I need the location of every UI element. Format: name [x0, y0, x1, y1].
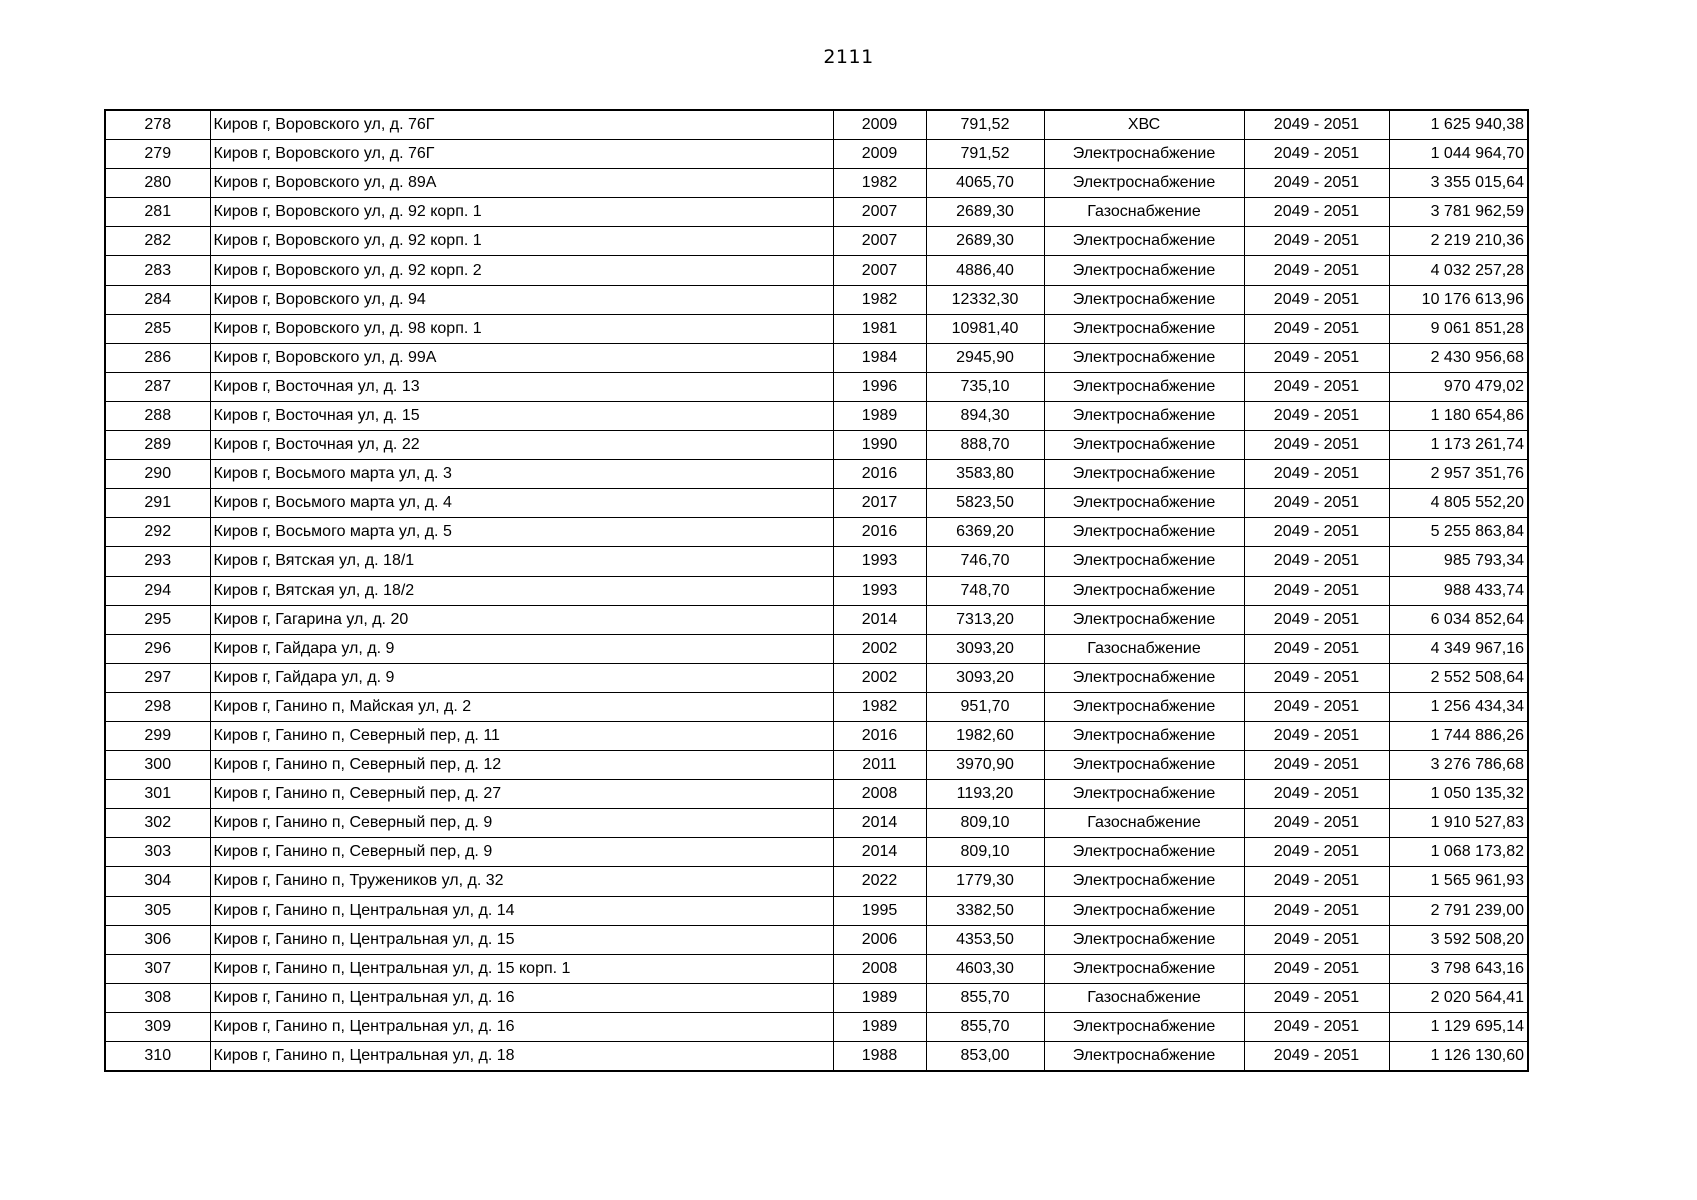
address-cell: Киров г, Воровского ул, д. 89А	[210, 169, 833, 198]
row-number-cell: 300	[105, 751, 210, 780]
work-type-cell: Электроснабжение	[1044, 227, 1244, 256]
period-cell: 2049 - 2051	[1244, 227, 1389, 256]
table-row	[105, 169, 1528, 198]
period-cell: 2049 - 2051	[1244, 140, 1389, 169]
row-number-cell: 279	[105, 140, 210, 169]
table-row	[105, 431, 1528, 460]
area-cell: 2945,90	[926, 343, 1044, 372]
address-cell: Киров г, Восточная ул, д. 15	[210, 401, 833, 430]
area-cell: 12332,30	[926, 285, 1044, 314]
work-type-cell: Электроснабжение	[1044, 954, 1244, 983]
row-number-cell: 294	[105, 576, 210, 605]
row-number-cell: 299	[105, 721, 210, 750]
table-row	[105, 605, 1528, 634]
address-cell: Киров г, Восточная ул, д. 13	[210, 372, 833, 401]
area-cell: 2689,30	[926, 198, 1044, 227]
area-cell: 4065,70	[926, 169, 1044, 198]
period-cell: 2049 - 2051	[1244, 256, 1389, 285]
cost-cell: 2 020 564,41	[1389, 983, 1528, 1012]
period-cell: 2049 - 2051	[1244, 896, 1389, 925]
address-cell: Киров г, Воровского ул, д. 76Г	[210, 110, 833, 140]
address-cell: Киров г, Ганино п, Северный пер, д. 12	[210, 751, 833, 780]
row-number-cell: 287	[105, 372, 210, 401]
work-type-cell: Электроснабжение	[1044, 489, 1244, 518]
year-cell: 2014	[833, 809, 926, 838]
address-cell: Киров г, Ганино п, Центральная ул, д. 16	[210, 983, 833, 1012]
address-cell: Киров г, Ганино п, Тружеников ул, д. 32	[210, 867, 833, 896]
cost-cell: 2 430 956,68	[1389, 343, 1528, 372]
row-number-cell: 295	[105, 605, 210, 634]
row-number-cell: 303	[105, 838, 210, 867]
work-type-cell: ХВС	[1044, 110, 1244, 140]
address-cell: Киров г, Воровского ул, д. 92 корп. 2	[210, 256, 833, 285]
year-cell: 2017	[833, 489, 926, 518]
area-cell: 4886,40	[926, 256, 1044, 285]
work-type-cell: Электроснабжение	[1044, 140, 1244, 169]
area-cell: 735,10	[926, 372, 1044, 401]
period-cell: 2049 - 2051	[1244, 809, 1389, 838]
cost-cell: 970 479,02	[1389, 372, 1528, 401]
area-cell: 855,70	[926, 983, 1044, 1012]
registry-table	[104, 109, 1529, 1072]
row-number-cell: 285	[105, 314, 210, 343]
page-number: 2111	[823, 46, 874, 68]
period-cell: 2049 - 2051	[1244, 751, 1389, 780]
cost-cell: 1 180 654,86	[1389, 401, 1528, 430]
address-cell: Киров г, Вятская ул, д. 18/1	[210, 547, 833, 576]
table-row	[105, 343, 1528, 372]
period-cell: 2049 - 2051	[1244, 780, 1389, 809]
work-type-cell: Электроснабжение	[1044, 780, 1244, 809]
row-number-cell: 293	[105, 547, 210, 576]
work-type-cell: Электроснабжение	[1044, 896, 1244, 925]
area-cell: 3093,20	[926, 663, 1044, 692]
address-cell: Киров г, Ганино п, Северный пер, д. 9	[210, 809, 833, 838]
year-cell: 2008	[833, 780, 926, 809]
table-row	[105, 227, 1528, 256]
table-row	[105, 110, 1528, 140]
area-cell: 2689,30	[926, 227, 1044, 256]
address-cell: Киров г, Ганино п, Северный пер, д. 27	[210, 780, 833, 809]
address-cell: Киров г, Гайдара ул, д. 9	[210, 634, 833, 663]
cost-cell: 9 061 851,28	[1389, 314, 1528, 343]
year-cell: 1989	[833, 1012, 926, 1041]
area-cell: 748,70	[926, 576, 1044, 605]
table-row	[105, 954, 1528, 983]
row-number-cell: 302	[105, 809, 210, 838]
cost-cell: 1 129 695,14	[1389, 1012, 1528, 1041]
period-cell: 2049 - 2051	[1244, 576, 1389, 605]
table-row	[105, 896, 1528, 925]
area-cell: 791,52	[926, 110, 1044, 140]
area-cell: 1193,20	[926, 780, 1044, 809]
area-cell: 6369,20	[926, 518, 1044, 547]
address-cell: Киров г, Гайдара ул, д. 9	[210, 663, 833, 692]
row-number-cell: 306	[105, 925, 210, 954]
cost-cell: 2 219 210,36	[1389, 227, 1528, 256]
work-type-cell: Электроснабжение	[1044, 663, 1244, 692]
table-row	[105, 1042, 1528, 1072]
work-type-cell: Электроснабжение	[1044, 751, 1244, 780]
year-cell: 2008	[833, 954, 926, 983]
area-cell: 4353,50	[926, 925, 1044, 954]
period-cell: 2049 - 2051	[1244, 663, 1389, 692]
row-number-cell: 309	[105, 1012, 210, 1041]
cost-cell: 5 255 863,84	[1389, 518, 1528, 547]
period-cell: 2049 - 2051	[1244, 983, 1389, 1012]
table-row	[105, 634, 1528, 663]
address-cell: Киров г, Воровского ул, д. 94	[210, 285, 833, 314]
address-cell: Киров г, Восточная ул, д. 22	[210, 431, 833, 460]
year-cell: 1990	[833, 431, 926, 460]
work-type-cell: Электроснабжение	[1044, 401, 1244, 430]
row-number-cell: 288	[105, 401, 210, 430]
cost-cell: 1 050 135,32	[1389, 780, 1528, 809]
year-cell: 1995	[833, 896, 926, 925]
address-cell: Киров г, Восьмого марта ул, д. 4	[210, 489, 833, 518]
period-cell: 2049 - 2051	[1244, 1042, 1389, 1072]
row-number-cell: 280	[105, 169, 210, 198]
table-row	[105, 285, 1528, 314]
year-cell: 1996	[833, 372, 926, 401]
work-type-cell: Электроснабжение	[1044, 605, 1244, 634]
address-cell: Киров г, Восьмого марта ул, д. 3	[210, 460, 833, 489]
cost-cell: 1 068 173,82	[1389, 838, 1528, 867]
area-cell: 3093,20	[926, 634, 1044, 663]
work-type-cell: Газоснабжение	[1044, 809, 1244, 838]
table-row	[105, 983, 1528, 1012]
row-number-cell: 301	[105, 780, 210, 809]
table-row	[105, 372, 1528, 401]
area-cell: 791,52	[926, 140, 1044, 169]
area-cell: 1779,30	[926, 867, 1044, 896]
area-cell: 3583,80	[926, 460, 1044, 489]
year-cell: 2007	[833, 198, 926, 227]
year-cell: 1989	[833, 401, 926, 430]
work-type-cell: Электроснабжение	[1044, 838, 1244, 867]
year-cell: 1988	[833, 1042, 926, 1072]
address-cell: Киров г, Воровского ул, д. 99А	[210, 343, 833, 372]
area-cell: 746,70	[926, 547, 1044, 576]
cost-cell: 6 034 852,64	[1389, 605, 1528, 634]
period-cell: 2049 - 2051	[1244, 372, 1389, 401]
period-cell: 2049 - 2051	[1244, 314, 1389, 343]
year-cell: 2014	[833, 838, 926, 867]
period-cell: 2049 - 2051	[1244, 198, 1389, 227]
period-cell: 2049 - 2051	[1244, 460, 1389, 489]
work-type-cell: Электроснабжение	[1044, 256, 1244, 285]
row-number-cell: 296	[105, 634, 210, 663]
year-cell: 2016	[833, 460, 926, 489]
work-type-cell: Электроснабжение	[1044, 343, 1244, 372]
table-row	[105, 780, 1528, 809]
period-cell: 2049 - 2051	[1244, 489, 1389, 518]
address-cell: Киров г, Ганино п, Центральная ул, д. 18	[210, 1042, 833, 1072]
year-cell: 1982	[833, 692, 926, 721]
address-cell: Киров г, Ганино п, Майская ул, д. 2	[210, 692, 833, 721]
table-row	[105, 401, 1528, 430]
area-cell: 5823,50	[926, 489, 1044, 518]
cost-cell: 2 791 239,00	[1389, 896, 1528, 925]
year-cell: 2014	[833, 605, 926, 634]
work-type-cell: Электроснабжение	[1044, 314, 1244, 343]
area-cell: 951,70	[926, 692, 1044, 721]
work-type-cell: Электроснабжение	[1044, 431, 1244, 460]
period-cell: 2049 - 2051	[1244, 401, 1389, 430]
row-number-cell: 283	[105, 256, 210, 285]
area-cell: 10981,40	[926, 314, 1044, 343]
year-cell: 2007	[833, 256, 926, 285]
period-cell: 2049 - 2051	[1244, 838, 1389, 867]
cost-cell: 1 173 261,74	[1389, 431, 1528, 460]
address-cell: Киров г, Ганино п, Центральная ул, д. 14	[210, 896, 833, 925]
work-type-cell: Электроснабжение	[1044, 285, 1244, 314]
table-row	[105, 721, 1528, 750]
area-cell: 809,10	[926, 838, 1044, 867]
table-row	[105, 140, 1528, 169]
work-type-cell: Электроснабжение	[1044, 867, 1244, 896]
row-number-cell: 297	[105, 663, 210, 692]
period-cell: 2049 - 2051	[1244, 605, 1389, 634]
year-cell: 1982	[833, 285, 926, 314]
address-cell: Киров г, Ганино п, Центральная ул, д. 16	[210, 1012, 833, 1041]
row-number-cell: 284	[105, 285, 210, 314]
table-row	[105, 314, 1528, 343]
year-cell: 1984	[833, 343, 926, 372]
period-cell: 2049 - 2051	[1244, 925, 1389, 954]
row-number-cell: 298	[105, 692, 210, 721]
cost-cell: 1 044 964,70	[1389, 140, 1528, 169]
period-cell: 2049 - 2051	[1244, 867, 1389, 896]
row-number-cell: 307	[105, 954, 210, 983]
row-number-cell: 286	[105, 343, 210, 372]
area-cell: 894,30	[926, 401, 1044, 430]
address-cell: Киров г, Вятская ул, д. 18/2	[210, 576, 833, 605]
table-row	[105, 838, 1528, 867]
work-type-cell: Газоснабжение	[1044, 634, 1244, 663]
area-cell: 855,70	[926, 1012, 1044, 1041]
year-cell: 2022	[833, 867, 926, 896]
work-type-cell: Газоснабжение	[1044, 198, 1244, 227]
cost-cell: 4 032 257,28	[1389, 256, 1528, 285]
table-row	[105, 663, 1528, 692]
cost-cell: 1 625 940,38	[1389, 110, 1528, 140]
year-cell: 2016	[833, 721, 926, 750]
cost-cell: 3 355 015,64	[1389, 169, 1528, 198]
year-cell: 1993	[833, 576, 926, 605]
table-row	[105, 256, 1528, 285]
cost-cell: 1 565 961,93	[1389, 867, 1528, 896]
row-number-cell: 308	[105, 983, 210, 1012]
cost-cell: 1 256 434,34	[1389, 692, 1528, 721]
table-row	[105, 547, 1528, 576]
work-type-cell: Электроснабжение	[1044, 576, 1244, 605]
cost-cell: 3 592 508,20	[1389, 925, 1528, 954]
period-cell: 2049 - 2051	[1244, 547, 1389, 576]
address-cell: Киров г, Гагарина ул, д. 20	[210, 605, 833, 634]
row-number-cell: 305	[105, 896, 210, 925]
work-type-cell: Электроснабжение	[1044, 1012, 1244, 1041]
cost-cell: 1 126 130,60	[1389, 1042, 1528, 1072]
cost-cell: 1 910 527,83	[1389, 809, 1528, 838]
cost-cell: 985 793,34	[1389, 547, 1528, 576]
row-number-cell: 292	[105, 518, 210, 547]
table-row	[105, 1012, 1528, 1041]
table-row	[105, 198, 1528, 227]
address-cell: Киров г, Воровского ул, д. 92 корп. 1	[210, 198, 833, 227]
cost-cell: 4 349 967,16	[1389, 634, 1528, 663]
cost-cell: 4 805 552,20	[1389, 489, 1528, 518]
year-cell: 2002	[833, 663, 926, 692]
table-row	[105, 867, 1528, 896]
table-row	[105, 692, 1528, 721]
cost-cell: 3 798 643,16	[1389, 954, 1528, 983]
row-number-cell: 304	[105, 867, 210, 896]
cost-cell: 10 176 613,96	[1389, 285, 1528, 314]
cost-cell: 988 433,74	[1389, 576, 1528, 605]
year-cell: 2002	[833, 634, 926, 663]
work-type-cell: Электроснабжение	[1044, 925, 1244, 954]
work-type-cell: Электроснабжение	[1044, 721, 1244, 750]
cost-cell: 3 276 786,68	[1389, 751, 1528, 780]
cost-cell: 2 957 351,76	[1389, 460, 1528, 489]
year-cell: 2016	[833, 518, 926, 547]
cost-cell: 3 781 962,59	[1389, 198, 1528, 227]
year-cell: 2011	[833, 751, 926, 780]
year-cell: 2009	[833, 110, 926, 140]
row-number-cell: 290	[105, 460, 210, 489]
address-cell: Киров г, Ганино п, Северный пер, д. 11	[210, 721, 833, 750]
row-number-cell: 281	[105, 198, 210, 227]
period-cell: 2049 - 2051	[1244, 169, 1389, 198]
year-cell: 1989	[833, 983, 926, 1012]
address-cell: Киров г, Воровского ул, д. 98 корп. 1	[210, 314, 833, 343]
period-cell: 2049 - 2051	[1244, 721, 1389, 750]
cost-cell: 2 552 508,64	[1389, 663, 1528, 692]
cost-cell: 1 744 886,26	[1389, 721, 1528, 750]
area-cell: 4603,30	[926, 954, 1044, 983]
row-number-cell: 278	[105, 110, 210, 140]
area-cell: 7313,20	[926, 605, 1044, 634]
table-row	[105, 751, 1528, 780]
area-cell: 1982,60	[926, 721, 1044, 750]
period-cell: 2049 - 2051	[1244, 954, 1389, 983]
row-number-cell: 310	[105, 1042, 210, 1072]
address-cell: Киров г, Воровского ул, д. 92 корп. 1	[210, 227, 833, 256]
row-number-cell: 289	[105, 431, 210, 460]
row-number-cell: 291	[105, 489, 210, 518]
year-cell: 2006	[833, 925, 926, 954]
period-cell: 2049 - 2051	[1244, 518, 1389, 547]
period-cell: 2049 - 2051	[1244, 431, 1389, 460]
address-cell: Киров г, Восьмого марта ул, д. 5	[210, 518, 833, 547]
period-cell: 2049 - 2051	[1244, 343, 1389, 372]
year-cell: 2007	[833, 227, 926, 256]
table-row	[105, 489, 1528, 518]
table-row	[105, 576, 1528, 605]
row-number-cell: 282	[105, 227, 210, 256]
period-cell: 2049 - 2051	[1244, 110, 1389, 140]
work-type-cell: Электроснабжение	[1044, 372, 1244, 401]
work-type-cell: Электроснабжение	[1044, 692, 1244, 721]
work-type-cell: Электроснабжение	[1044, 1042, 1244, 1072]
work-type-cell: Газоснабжение	[1044, 983, 1244, 1012]
year-cell: 1982	[833, 169, 926, 198]
period-cell: 2049 - 2051	[1244, 285, 1389, 314]
address-cell: Киров г, Воровского ул, д. 76Г	[210, 140, 833, 169]
period-cell: 2049 - 2051	[1244, 692, 1389, 721]
area-cell: 809,10	[926, 809, 1044, 838]
registry-table-body	[105, 110, 1528, 1071]
table-row	[105, 809, 1528, 838]
address-cell: Киров г, Ганино п, Центральная ул, д. 15	[210, 925, 833, 954]
work-type-cell: Электроснабжение	[1044, 518, 1244, 547]
area-cell: 888,70	[926, 431, 1044, 460]
address-cell: Киров г, Ганино п, Центральная ул, д. 15 корп. 1	[210, 954, 833, 983]
table-row	[105, 460, 1528, 489]
area-cell: 3382,50	[926, 896, 1044, 925]
period-cell: 2049 - 2051	[1244, 1012, 1389, 1041]
year-cell: 2009	[833, 140, 926, 169]
table-row	[105, 518, 1528, 547]
work-type-cell: Электроснабжение	[1044, 547, 1244, 576]
year-cell: 1981	[833, 314, 926, 343]
area-cell: 3970,90	[926, 751, 1044, 780]
address-cell: Киров г, Ганино п, Северный пер, д. 9	[210, 838, 833, 867]
work-type-cell: Электроснабжение	[1044, 460, 1244, 489]
work-type-cell: Электроснабжение	[1044, 169, 1244, 198]
year-cell: 1993	[833, 547, 926, 576]
table-row	[105, 925, 1528, 954]
period-cell: 2049 - 2051	[1244, 634, 1389, 663]
area-cell: 853,00	[926, 1042, 1044, 1072]
